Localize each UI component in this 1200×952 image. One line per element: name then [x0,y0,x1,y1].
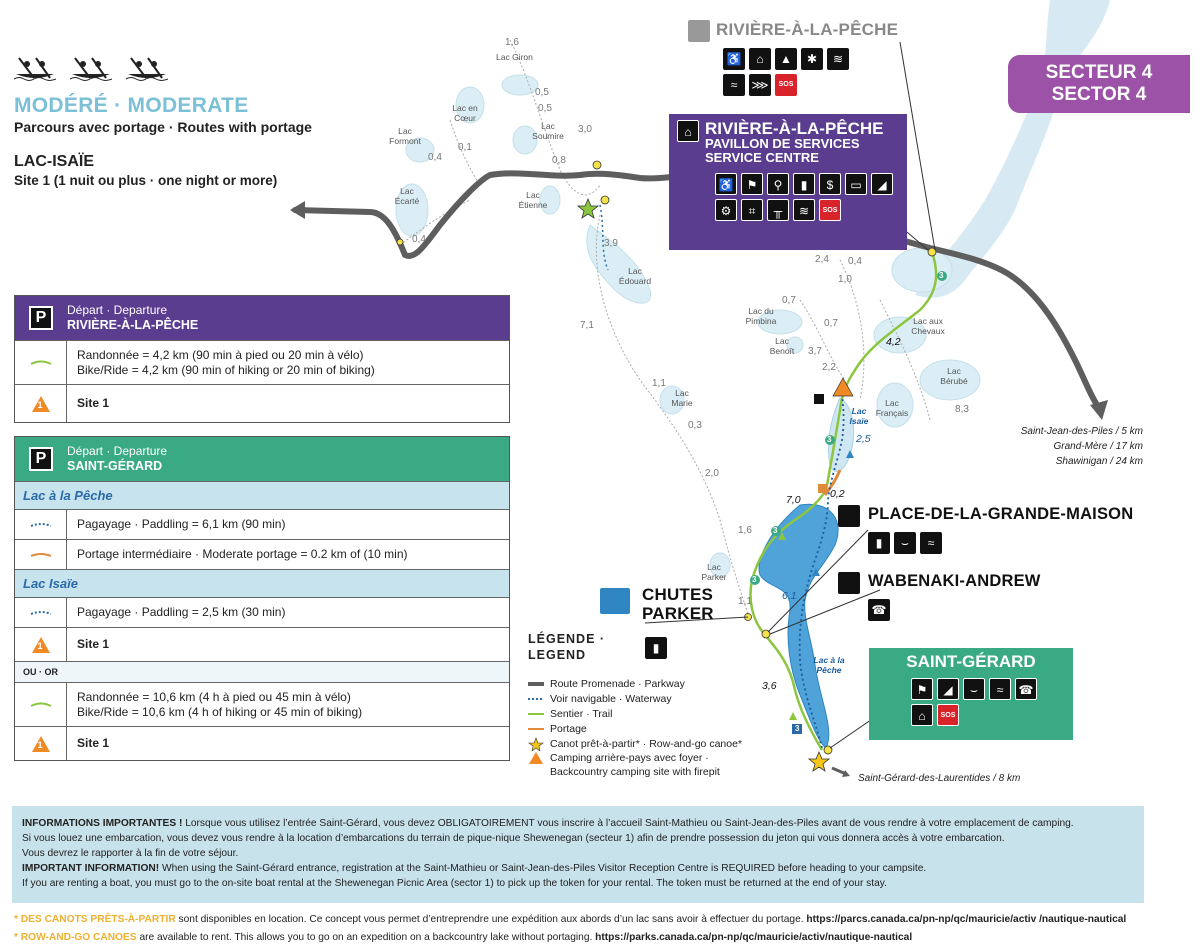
distance-label: 8,3 [955,404,969,415]
fish-icon: ⋙ [749,74,771,96]
portage-text: Portage intermédiaire · Moderate portage = 0.2 km of (10 min) [77,547,408,561]
sector-line-fr: SECTEUR 4 [1045,62,1153,83]
wheelchair-icon: ♿ [715,173,737,195]
distance-label: 0,4 [848,256,862,267]
star-icon-edouard [578,199,598,218]
wheelchair-icon: ♿ [723,48,745,70]
important-info-box [12,806,1144,903]
footnote-text: are available to rent. This allows you to go on an expedition on a backcountry lake without portaging. [136,932,596,943]
distance-label: 1,1 [652,378,666,389]
legend-text-en: Backcountry camping site with firepit [550,766,720,778]
lake-label: Lac Formont [389,126,421,146]
footnote-text: sont disponibles en location. Ce concept vous permet d’entreprendre une expédition aux abords d’un lac sans avoir à effectuer du portage. [175,914,807,925]
lake-label: Lac aux Chevaux [911,316,945,336]
place-title-riviere: RIVIÈRE-À-LA-PÊCHE [716,20,899,39]
wifi-icon: ≋ [827,48,849,70]
lake-label: Lac Soumire [532,121,564,141]
destination-text: Shawinigan / 24 km [1055,456,1143,467]
portage-line-icon [15,540,67,569]
site-text: Site 1 [77,396,110,410]
distance-label: 0,5 [538,103,552,114]
lake-label: Lac Benoît [769,336,795,356]
info-en-title: IMPORTANT INFORMATION! [22,863,160,874]
footnote-prefix: * DES CANOTS PRÊTS-À-PARTIR [14,914,176,925]
legend-text-block [550,751,720,779]
panel-row-paddle [15,509,509,539]
route-km: 3,6 [762,680,777,692]
route-km: 0,2 [830,488,845,500]
portage-line-icon [528,726,544,732]
panel-header [15,296,509,340]
parkway-arrow-west [290,201,305,219]
restroom-icon: ⚲ [767,173,789,195]
canoe-icon [14,56,56,82]
triangle-icon [528,751,544,765]
campsite-number: 1 [37,640,43,651]
distance-label: 3,9 [604,238,618,249]
campsite-number: 1 [37,399,43,410]
campsite-number: 1 [37,739,43,750]
trail-number: 3 [773,526,778,535]
service-centre-box [669,114,907,250]
legend-text: Route Promenade · Parkway [550,677,685,690]
section-lac-peche: Lac à la Pêche [15,481,509,509]
canoe-difficulty-icons [14,56,168,82]
toilet-icon: ▮ [868,532,890,554]
departure-panel-gerard [14,436,510,761]
info-fr-title: INFORMATIONS IMPORTANTES ! [22,818,183,829]
trail-line-icon [15,683,67,726]
departure-panel-riviere [14,295,510,423]
shelter-icon [688,20,710,42]
footnote-link[interactable]: https://parcs.canada.ca/pn-np/qc/mauricie/activ /nautique-nautical [806,914,1127,925]
distance-label: 1,1 [738,596,752,607]
lake-label: Lac Giron [496,52,533,62]
lake-label: Lac Parker [701,562,727,582]
campsite-triangle-icon [32,637,50,653]
paddle-text: Pagayage · Paddling = 2,5 km (30 min) [77,605,286,619]
legend-item [528,751,742,779]
site-name: LAC-ISAÏE [14,153,94,170]
site-text: Site 1 [77,736,110,750]
lake-label: Lac Bérubé [940,366,968,386]
distance-label: 7,1 [580,320,594,331]
sos-icon: SOS [775,74,797,96]
footnote-fr [14,913,1126,927]
legend-list [528,676,742,779]
shelter-icon [838,572,860,594]
parkway-line-icon [528,681,544,687]
panel-row-site [15,627,509,661]
saint-gerard-box [869,648,1073,740]
toilet-icon: ▮ [793,173,815,195]
lake-label: Lac du Pimbina [745,306,777,326]
panel-row-site [15,384,509,422]
info-text: When using the Saint-Gérard entrance, registration at the Saint-Mathieu or Saint-Jean-des-Piles Visitor Reception Centre is REQUIRED before heading to your campsite. [159,863,927,874]
legend-item [528,736,742,751]
depart-label: Départ · Departure [67,444,168,458]
canoe-icon [70,56,112,82]
parking-icon: P [29,306,53,330]
bike-rack-icon: ⌗ [741,199,763,221]
place-title-grande-maison: PLACE-DE-LA-GRANDE-MAISON [868,505,1134,523]
bike-downhill-icon: ◢ [937,678,959,700]
parking-icon: P [29,447,53,471]
distance-label: 2,2 [822,362,836,373]
campsite-triangle-icon [32,396,50,412]
service-centre-subtitle: PAVILLON DE SERVICES [705,136,860,151]
distance-label: 1,6 [505,37,519,48]
distance-label: 3,0 [578,124,592,135]
waterfall-icon [600,588,630,614]
legend-item [528,676,742,691]
trail-number: 3 [827,435,832,444]
trail-line-icon [15,341,67,384]
picnic-table-icon [838,505,860,527]
legend-text: Portage [550,722,587,735]
footnote-prefix: * ROW-AND-GO CANOES [14,932,137,943]
info-icon: $ [819,173,841,195]
footnote-link[interactable]: https://parks.canada.ca/pn-np/qc/mauricie/activ/nautique-nautical [595,932,913,943]
legend-text: Voir navigable · Waterway [550,692,672,705]
route-km: 4,2 [886,336,901,348]
site-description: Site 1 (1 nuit ou plus · one night or more) [14,173,278,188]
panel-row-site [15,726,509,760]
route-km: 7,0 [786,494,801,506]
panel-row-hike [15,340,509,384]
panel-row-portage [15,539,509,569]
destination-south: Saint-Gérard-des-Laurentides / 8 km [858,773,1021,784]
route-km: 6,1 [782,590,797,602]
distance-label: 0,7 [782,295,796,306]
panel-row-paddle [15,597,509,627]
service-centre-title: RIVIÈRE-À-LA-PÊCHE [705,119,884,138]
hike-text-fr: Randonnée = 10,6 km (4 h à pied ou 45 min à vélo) [77,689,351,704]
route-type-label: Parcours avec portage · Routes with portage [14,119,312,135]
info-fr-line1 [22,816,1134,831]
legend-text: Camping arrière-pays avec foyer · [550,752,709,764]
shelter-icon: ⌂ [749,48,771,70]
panel-header [15,437,509,481]
star-icon-peche [809,752,829,771]
shelter-icon: ⌂ [911,704,933,726]
hike-text-en: Bike/Ride = 4,2 km (90 min of hiking or 20 min of biking) [77,362,375,377]
legend-text: Canot prêt-à-partir* · Row-and-go canoe* [550,737,743,750]
waterway-dots-icon [528,696,544,702]
lake-label: Lac Écarté [394,186,420,206]
info-text: If you are renting a boat, you must go to the on-site boat rental at the Shewenegan Picnic Area (sector 1) to pick up the token for your rental. The token must be returned at the end of your stay. [22,878,887,889]
distance-label: 1,0 [838,274,852,285]
place-title-wabenaki: WABENAKI-ANDREW [868,572,1041,590]
wifi-icon: ≋ [793,199,815,221]
canoe-icon: ⌣ [963,678,985,700]
depart-name: RIVIÈRE-À-LA-PÊCHE [67,318,199,332]
info-en-line1 [22,861,1134,876]
sector-badge [1008,55,1190,113]
bike-icon: ⚙ [715,199,737,221]
distance-label: 3,7 [808,346,822,357]
trail-line-icon [528,711,544,717]
distance-label: 0,4 [428,152,442,163]
bike-downhill-icon: ◢ [871,173,893,195]
canoe-icon [126,56,168,82]
sos-icon: SOS [937,704,959,726]
destination-text: Saint-Jean-des-Piles / 5 km [1020,426,1143,437]
picnic-table-icon: ╥ [767,199,789,221]
depart-name: SAINT-GÉRARD [67,459,163,473]
legend-item [528,721,742,736]
saint-gerard-icons [911,678,1051,726]
waterway-dots-icon [15,598,67,627]
trail-number: 3 [752,575,757,584]
swim-icon: ≈ [723,74,745,96]
section-lac-isaie: Lac Isaïe [15,569,509,597]
depart-label: Départ · Departure [67,303,168,317]
saint-gerard-title: SAINT-GÉRARD [906,652,1036,671]
lake-label: Lac Édouard [618,266,652,286]
legend-title-fr: LÉGENDE · [528,632,606,646]
service-centre-subtitle-en: SERVICE CENTRE [705,150,819,165]
info-text: Lorsque vous utilisez l’entrée Saint-Gérard, vous devez OBLIGATOIREMENT vous inscrire à l’accueil Saint-Mathieu ou Saint-Jean-des-Piles avant de vous rendre à votre emplacement de camping. [182,818,1074,829]
star-icon [528,737,544,751]
lake-label: Lac à la Pêche [813,655,845,675]
or-divider: OU · OR [15,661,509,682]
lake-label: Lac en Cœur [452,103,478,123]
trail-number: 3 [939,271,944,280]
shelter-icon-map [814,394,824,404]
lake-label: Lac Français [875,398,909,418]
footnote-en [14,931,912,945]
distance-label: 1,6 [738,525,752,536]
portage-icon-map [818,484,827,493]
phone-icon: ☎ [1015,678,1037,700]
riviere-icons [723,48,863,96]
distance-label: 0,4 [412,234,426,245]
destination-text: Grand-Mère / 17 km [1053,441,1143,452]
lake-label: Lac Étienne [518,190,548,210]
campsite-triangle-icon [32,736,50,752]
legend-title-en: LEGEND [528,648,587,662]
chutes-line1: CHUTES [642,585,714,604]
hiking-icon: ⚑ [911,678,933,700]
distance-label: 0,1 [458,142,472,153]
distance-label: 0,7 [824,318,838,329]
paddle-text: Pagayage · Paddling = 6,1 km (90 min) [77,517,286,531]
panel-row-hike [15,682,509,726]
service-centre-icons [715,173,901,221]
sos-icon: SOS [819,199,841,221]
info-text: Vous devrez le rapporter à la fin de votre séjour. [22,848,239,859]
trail-number: 3 [795,724,800,733]
wabenaki-icons [868,599,890,621]
difficulty-label: MODÉRÉ · MODERATE [14,94,249,117]
chutes-line2: PARKER [642,604,714,623]
distance-label: 2,0 [705,468,719,479]
toilet-icon: ▮ [645,637,667,659]
hiking-icon: ⚑ [741,173,763,195]
info-text: Si vous louez une embarcation, vous devez vous rendre à la location d’embarcations du terrain de pique-nique Shewenegan (secteur 1) afin de prendre possession du jeton qui vous donnera accès à votre embarcation. [22,833,1005,844]
route-km: 2,5 [856,433,871,445]
campfire-icon: ▲ [775,48,797,70]
service-centre-icon: ⌂ [677,120,699,142]
swim-icon: ≈ [920,532,942,554]
parking-car-icon: ▭ [845,173,867,195]
canoe-icon: ⌣ [894,532,916,554]
sector-line-en: SECTOR 4 [1051,84,1147,105]
phone-icon: ☎ [868,599,890,621]
place-title-chutes [642,585,714,623]
legend-item [528,706,742,721]
legend-text: Sentier · Trail [550,707,613,720]
distance-label: 0,8 [552,155,566,166]
lake-label: Lac Marie [671,388,693,408]
site-text: Site 1 [77,637,110,651]
distance-label: 0,5 [535,87,549,98]
hike-text-en: Bike/Ride = 10,6 km (4 h of hiking or 45 min of biking) [77,704,363,719]
distance-label: 2,4 [815,254,829,265]
distance-label: 0,3 [688,420,702,431]
arrow-south-icon [830,765,852,779]
lake-label: Lac Isaïe [849,406,869,426]
destinations-east [980,424,1143,469]
swim-icon: ≈ [989,678,1011,700]
legend-title [528,631,605,663]
hike-text-fr: Randonnée = 4,2 km (90 min à pied ou 20 min à vélo) [77,347,364,362]
grande-maison-icons [868,532,958,554]
waterway-dots-icon [15,510,67,539]
picnic-icon: ✱ [801,48,823,70]
legend-item [528,691,742,706]
